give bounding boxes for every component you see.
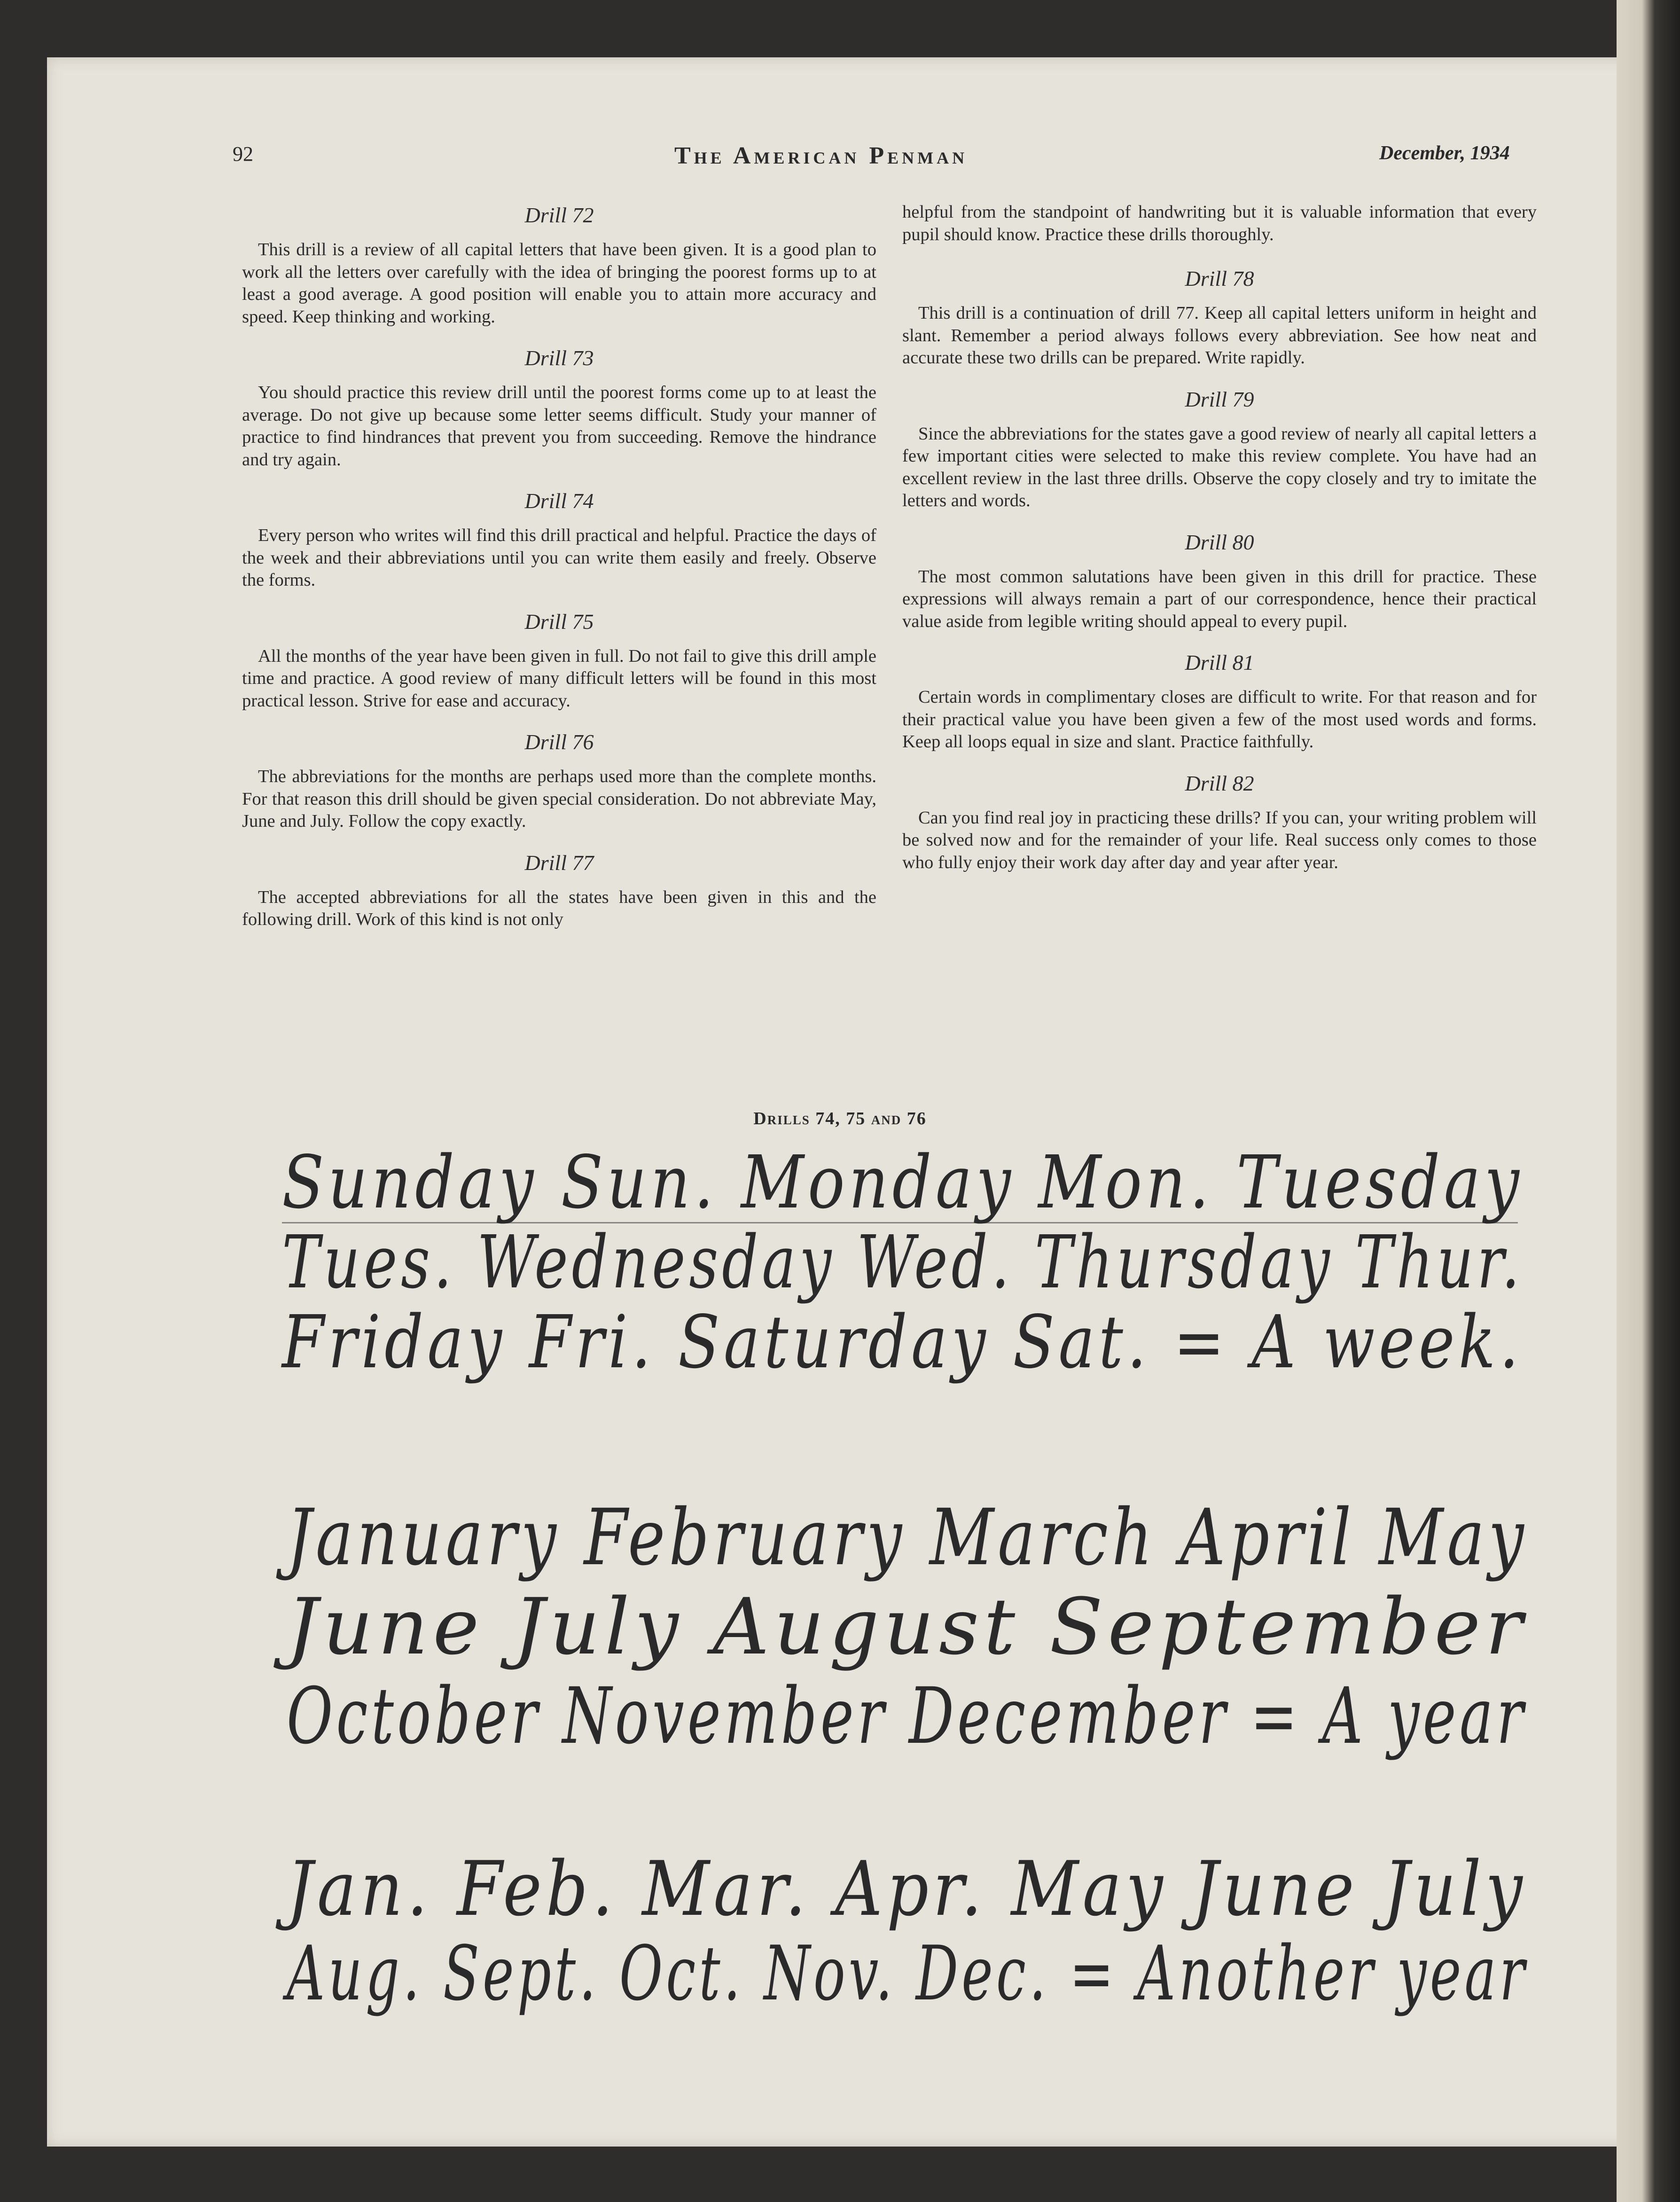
drill-section <box>242 344 876 471</box>
drill-title: Drill 75 <box>524 609 594 634</box>
script-days-line-2: Tues. Wednesday Wed. Thursday Thur. <box>282 1220 1524 1305</box>
drill-text: All the months of the year have been given in full. Do not fail to give this drill ample time and practice. A good review of many difficult letters will be found in this most practical lesson. Strive for ease and accuracy. <box>242 646 876 711</box>
drill-text: Since the abbreviations for the states gave a good review of nearly all capital letters a few important cities were selected to make this review complete. You have had an excellent review in the last three drills. Observe the copy closely and try to imitate the letters and words. <box>902 423 1537 510</box>
drill-section <box>242 728 876 833</box>
drill-section <box>242 487 876 592</box>
script-months-line-3: October November December = A year <box>287 1671 1527 1761</box>
drill-title: Drill 81 <box>1185 650 1254 674</box>
drill-text: The most common salutations have been given in this drill for practice. These expressions will always remain a part of our correspondence, hence their practical value aside from legible writing should appeal to every pupil. <box>902 566 1537 631</box>
script-months-line-1: January February March April May <box>287 1492 1528 1583</box>
book-gutter <box>1617 0 1680 2202</box>
right-column <box>902 201 1537 890</box>
page-number: 92 <box>233 142 253 165</box>
drill-title: Drill 78 <box>1185 266 1254 290</box>
script-abbreviations-line-1: Jan. Feb. Mar. Apr. May June July <box>287 1845 1527 1933</box>
drill-section <box>242 608 876 713</box>
drill-title: Drill 77 <box>524 850 594 875</box>
script-days-line-1: Sunday Sun. Monday Mon. Tuesday <box>282 1140 1524 1225</box>
drill-text: Certain words in complimentary closes are difficult to write. For that reason and for their practical value you have been given a few of the most used words and forms. Keep all loops equal in size and slant. Practice faithfully. <box>902 687 1537 752</box>
script-months-line-2: June July August September <box>287 1582 1528 1672</box>
drill-section <box>242 849 876 931</box>
drill-title: Drill 73 <box>524 346 594 370</box>
script-days-line-3: Friday Fri. Saturday Sat. = A week. <box>282 1300 1523 1385</box>
drill-section <box>902 265 1537 369</box>
left-column <box>242 201 876 947</box>
drill-title: Drill 82 <box>1185 771 1254 795</box>
drill-title: Drill 72 <box>524 203 594 227</box>
drill-text: This drill is a review of all capital letters that have been given. It is a good plan to work all the letters over carefully with the idea of bringing the poorest forms up to at least a good average. A good position will enable you to attain more accuracy and speed. Keep thinking and working. <box>242 240 876 327</box>
continued-text: helpful from the standpoint of handwriting but it is valuable information that every pupil should know. Practice these drills thoroughly. <box>902 202 1537 244</box>
drill-text: The abbreviations for the months are perhaps used more than the complete months. For that reason this drill should be given special consideration. Do not abbreviate May, June and July. Follow the copy exactly. <box>242 767 876 831</box>
figure-caption: Drills 74, 75 and 76 <box>753 1109 927 1128</box>
drill-text: This drill is a continuation of drill 77. Keep all capital letters uniform in height and slant. Remember a period always follows every abbreviation. See how neat and accurate these two drills can be prepared. Write rapidly. <box>902 303 1537 368</box>
journal-title: The American Penman <box>674 142 968 169</box>
issue-date: December, 1934 <box>1379 142 1510 164</box>
drill-section <box>902 649 1537 753</box>
drill-section <box>902 528 1537 633</box>
drill-text: Can you find real joy in practicing these drills? If you can, your writing problem will be solved now and for the remainder of your life. Real success only comes to those who fully enjoy their work day after day and year after year. <box>902 807 1537 872</box>
drill-title: Drill 80 <box>1185 530 1254 554</box>
drill-section <box>902 385 1537 512</box>
drill-text: Every person who writes will find this drill practical and helpful. Practice the days of the week and their abbreviations until you can write them easily and freely. Observe the forms. <box>242 525 876 590</box>
drill-title: Drill 76 <box>524 730 594 754</box>
drill-title: Drill 79 <box>1185 387 1254 411</box>
script-abbreviations-line-2: Aug. Sept. Oct. Nov. Dec. = Another year <box>287 1929 1528 2017</box>
drill-section <box>242 201 876 328</box>
drill-text: You should practice this review drill until the poorest forms come up to at least the average. Do not give up because some letter seems difficult. Study your manner of practice to find hindrances that prevent you from succeeding. Remove the hindrance and try again. <box>242 383 876 470</box>
drill-title: Drill 74 <box>524 489 594 513</box>
drill-section <box>902 769 1537 874</box>
drill-text: The accepted abbreviations for all the states have been given in this and the following drill. Work of this kind is not only <box>242 887 876 929</box>
